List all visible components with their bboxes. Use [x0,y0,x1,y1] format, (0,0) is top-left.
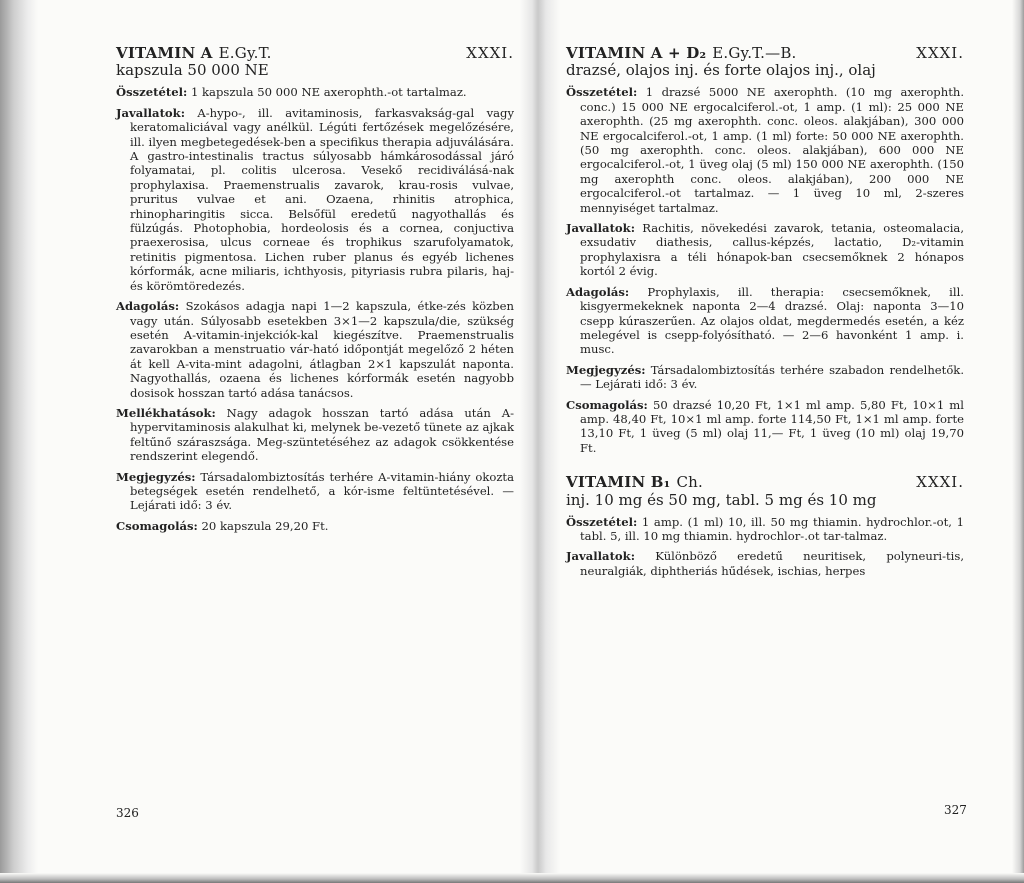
section-text: Különböző eredetű neuritisek, polyneuri-tis, neuralgiák, diphtheriás hűdések, ischias, herpes [580,549,964,578]
right-edge-shadow [1012,0,1024,883]
section-text: 50 drazsé 10,20 Ft, 1×1 ml amp. 5,80 Ft, 10×1 ml amp. 48,40 Ft, 10×1 ml amp. forte 114,50 Ft, 1×1 ml amp. forte 13,10 Ft, 1 üveg (5 ml) olaj 11,— Ft, 1 üveg (10 ml) olaj 19,70 Ft. [580,397,964,455]
section-indications [566,549,964,578]
section-label: Javallatok: [566,221,635,236]
drug-entry-vitamin-b1 [566,475,964,578]
section-label: Mellékhatások: [116,405,216,420]
section-label: Megjegyzés: [566,362,646,377]
section-label: Összetétel: [116,85,188,100]
drug-maker: Ch. [676,473,703,492]
section-text: 1 drazsé 5000 NE axerophth. (10 mg axerophth. conc.) 15 000 NE ergocalciferol.-ot, 1 amp. (1 ml): 25 000 NE axerophth. (25 mg axerophth. conc. oleos. alakjában), 300 000 NE ergocalciferol.-ot, 1 amp. (1 ml) forte: 50 000 NE axerophth. (50 mg axerophth. conc. oleos. alakjában), 600 000 NE ergocalciferol.-ot, 1 üveg olaj (5 ml) 150 000 NE axerophth. (150 mg axerophth conc. oleos. alakjában), 200 000 NE ergocalciferol.-ot tartalmaz. — 1 üveg 10 ml, 2-szeres mennyiséget tartalmaz. [580,85,965,215]
section-label: Összetétel: [566,514,638,529]
section-label: Adagolás: [116,299,180,314]
section-text: Társadalombiztosítás terhére A-vitamin-hiány okozta betegségek esetén rendelhető, a kór-isme feltüntetésével. — Lejárati idő: 3 év. [130,469,515,513]
section-composition [116,85,514,99]
section-text: 20 kapszula 29,20 Ft. [201,518,329,533]
section-text: A-hypo-, ill. avitaminosis, farkasvakság-gal vagy keratomaliciával vagy anélkül. Légúti fertőzések megelőzésére, ill. ilyen megbetegedések-ben a specifikus therapia adjuválására. A gastro-intestinalis tractus súlyosabb hámkárosodással járó folyamatai, pl. colitis ulcerosa. Vesekő recidiválásá-nak prophylaxisa. Praemenstrualis zavarok, krau-rosis vulvae, pruritus vulvae et ani. Ozaena, rhinitis atrophica, rhinopharingitis sicca. Belsőfül eredetű nagyothallás és fülzúgás. Photophobia, hordeolosis és a cornea, conjuctiva praexerosisa, ulcus corneae és trophikus szarufolyamatok, retinitis pigmentosa. Lichen ruber planus és egyéb lichenes kórformák, acne miliaris, ichthyosis, pityriasis rubra pilaris, haj- és körömtöredezés. [130,105,514,293]
page-number-right: 327 [944,803,967,817]
section-text: Nagy adagok hosszan tartó adása után A-hypervitaminosis alakulhat ki, melynek be-vezető tünete az ajkak feltűnő száraszsága. Meg-szüntetéséhez az adagok csökkentése rendszerint elegendő. [130,405,514,464]
entry-header [116,46,514,61]
section-text: 1 amp. (1 ml) 10, ill. 50 mg thiamin. hydrochlor.-ot, 1 tabl. 5, ill. 10 mg thiamin. hydrochlor-.ot tar-talmaz. [580,514,964,543]
section-label: Összetétel: [566,85,638,100]
entry-header [566,46,964,61]
center-fold-shadow [520,0,560,883]
section-indications [116,106,514,293]
section-label: Javallatok: [116,105,185,120]
section-indications [566,221,964,279]
drug-name: VITAMIN B₁ [566,473,671,492]
drug-form: inj. 10 mg és 50 mg, tabl. 5 mg és 10 mg [566,490,877,509]
drug-maker: E.Gy.T. [218,44,272,62]
section-side-effects [116,406,514,464]
section-text: 1 kapszula 50 000 NE axerophth.-ot tartalmaz. [190,85,467,100]
section-text: Rachitis, növekedési zavarok, tetania, osteomalacia, exsudativ diathesis, callus-képzés, lactatio, D₂-vitamin prophylaxisra a téli hónapok-ban csecsemőknek 2 hónapos kortól 2 évig. [580,221,965,279]
section-label: Csomagolás: [116,518,198,533]
section-text: Társadalombiztosítás terhére szabadon rendelhetők. — Lejárati idő: 3 év. [580,362,965,392]
drug-entry-vitamin-a-d2 [566,46,964,455]
section-composition [566,85,964,215]
left-page [116,46,514,553]
drug-name: VITAMIN A + D₂ [566,44,707,62]
section-label: Csomagolás: [566,397,648,412]
section-note [566,363,964,392]
drug-form: kapszula 50 000 NE [116,61,269,80]
right-page [566,46,964,598]
drug-form: drazsé, olajos inj. és forte olajos inj., olaj [566,61,876,80]
section-dosage [566,285,964,357]
page-number-left: 326 [116,806,139,820]
drug-maker: E.Gy.T.—B. [712,44,797,62]
section-composition [566,515,964,544]
drug-class: XXXI. [916,473,964,492]
drug-name: VITAMIN A [116,44,213,62]
bottom-edge-shadow [0,873,1024,883]
section-text: Prophylaxis, ill. therapia: csecsemőknek, ill. kisgyermekeknek naponta 2—4 drazsé. Olaj: naponta 3—10 csepp kúraszerűen. Az olajos oldat, megdermedés esetén, a kéz melegével is csepp-folyósítható. — 2—6 havonként 1 amp. i. musc. [580,284,964,357]
drug-class: XXXI. [916,44,964,62]
entry-header [566,475,964,490]
drug-entry-vitamin-a [116,46,514,533]
drug-class: XXXI. [466,44,514,62]
section-packaging [566,398,964,456]
section-note [116,470,514,513]
section-label: Javallatok: [566,549,635,564]
section-label: Adagolás: [566,284,630,299]
section-dosage [116,299,514,400]
section-label: Megjegyzés: [116,469,196,484]
left-binding-shadow [0,0,38,883]
section-packaging [116,519,514,533]
section-text: Szokásos adagja napi 1—2 kapszula, étke-zés közben vagy után. Súlyosabb esetekben 3×1—2 kapszula/die, szükség esetén A-vitamin-injekciók-kal kiegészítve. Praemenstrualis zavarokban a menstruatio vár-ható időpontját megelőző 2 héten át kell A-vita-mint adagolni, átlagban 2×1 kapszulát naponta. Nagyothallás, ozaena és lichenes kórformák esetén nagyobb dosisok hosszan tartó adása tanácsos. [130,299,515,400]
